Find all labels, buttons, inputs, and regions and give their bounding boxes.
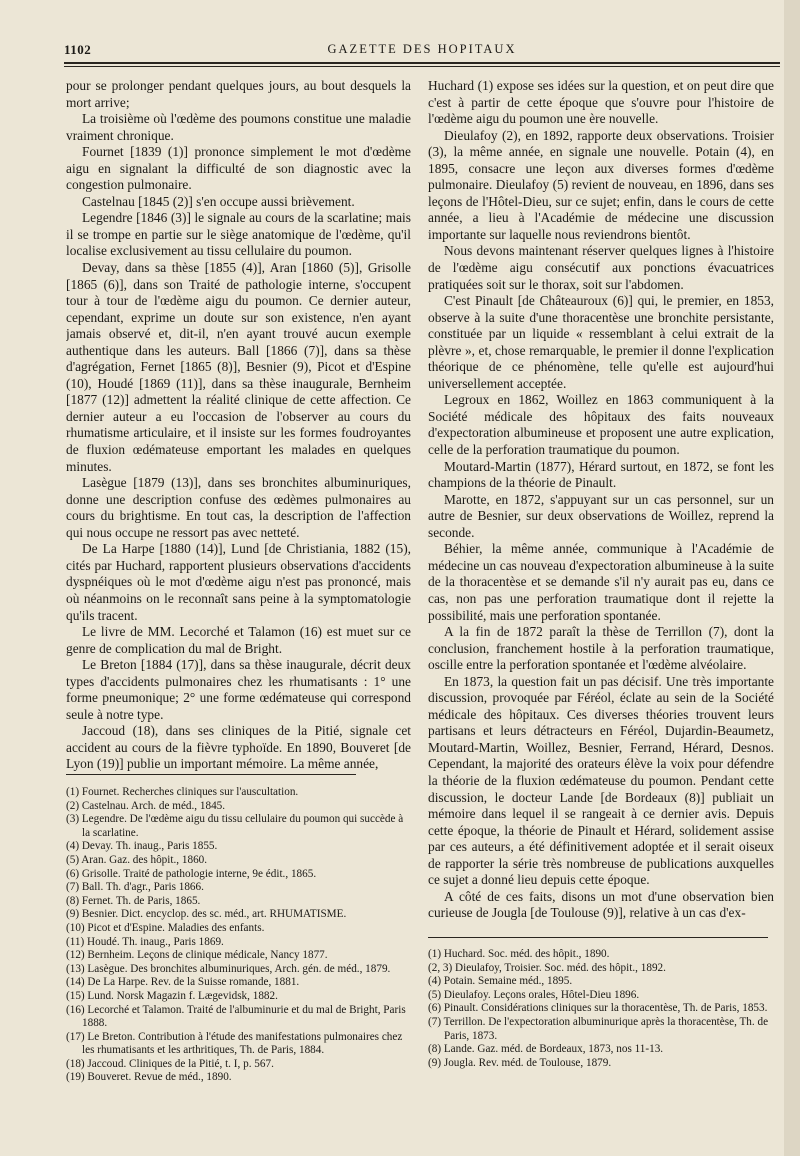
- footnote: (2) Castelnau. Arch. de méd., 1845.: [66, 799, 226, 812]
- paragraph: Devay, dans sa thèse [1855 (4)], Aran [1860 (5)], Grisolle [1865 (6)], dans son Traité de pathologie interne, s'occupent tour à tour de l'œdème aigu du poumon. Ce dernier auteur, cependant, exprime un doute sur son existence, n'en ayant jamais observé et, dit-il, n'en ayant trouvé aucun exemple authentique dans les auteurs. Ball [1866 (7)], dans sa thèse d'agrégation, Fernet [1865 (8)], Besnier (9), Picot et d'Espine (10), Houdé [1869 (11)], dans sa thèse inaugurale, Bernheim [1877 (12)] admettent la réalité clinique de cette affection. Ce dernier auteur a eu l'occasion de l'observer au cours du rhumatisme articulaire, et il insiste sur les formes foudroyantes de fluxion œdémateuse emportant les malades en quelques minutes.: [66, 260, 411, 474]
- footnote: (9) Besnier. Dict. encyclop. des sc. méd., art. RHUMATISME.: [66, 908, 347, 921]
- paragraph: Legendre [1846 (3)] le signale au cours de la scarlatine; mais il se trompe en partie sur le siège anatomique de l'œdème, qu'il localise exclusivement au tissu cellulaire du poumon.: [66, 210, 411, 259]
- footnote: (13) Lasègue. Des bronchites albuminuriques, Arch. gén. de méd., 1879.: [66, 962, 391, 975]
- left-column-body: [66, 78, 411, 786]
- footnote: (17) Le Breton. Contribution à l'étude des manifestations pulmonaires chez les rhumatisants et les arthritiques, Th. de Paris, 1884.: [66, 1030, 403, 1057]
- paragraph: Huchard (1) expose ses idées sur la question, et on peut dire que c'est à partir de cette époque que s'ouvre pour l'histoire de l'œdème aigu du poumon une ère nouvelle.: [428, 78, 774, 127]
- footnote: (8) Lande. Gaz. méd. de Bordeaux, 1873, nos 11-13.: [428, 1043, 664, 1056]
- footnote: (2, 3) Dieulafoy, Troisier. Soc. méd. des hôpit., 1892.: [428, 961, 666, 974]
- footnote: (5) Dieulafoy. Leçons orales, Hôtel-Dieu 1896.: [428, 988, 640, 1001]
- paragraph: C'est Pinault [de Châteauroux (6)] qui, le premier, en 1853, observe à la suite d'une thoracentèse une bronchite persistante, constituée par un liquide « ressemblant à celui extrait de la plèvre », et, chose remarquable, le premier il donne l'explication théorique de ce phénomène, telle qu'elle est aujourd'hui universellement acceptée.: [428, 293, 774, 391]
- left-footnotes: [66, 786, 411, 1146]
- paragraph: Castelnau [1845 (2)] s'en occupe aussi brièvement.: [82, 193, 355, 209]
- paragraph: La troisième où l'œdème des poumons constitue une maladie vraiment chronique.: [66, 111, 411, 143]
- footnote: (10) Picot et d'Espine. Maladies des enfants.: [66, 921, 265, 934]
- paragraph: Dieulafoy (2), en 1892, rapporte deux observations. Troisier (3), la même année, en signale une nouvelle. Potain (4), en 1895, consacre une leçon aux diverses formes d'œdème pulmonaire. Dieulafoy (5) revient de nouveau, en 1896, dans ses leçons de l'Hôtel-Dieu, sur ce sujet; enfin, dans le cours de cette année, a lieu à l'Académie de médecine une discussion importante sur laquelle nous reviendrons bientôt.: [428, 127, 774, 242]
- footnote: (9) Jougla. Rev. méd. de Toulouse, 1879.: [428, 1056, 612, 1069]
- footnote: (1) Huchard. Soc. méd. des hôpit., 1890.: [428, 948, 610, 960]
- footnote: (19) Bouveret. Revue de méd., 1890.: [66, 1071, 232, 1084]
- paragraph: Lasègue [1879 (13)], dans ses bronchites albuminuriques, donne une description confuse des œdèmes pulmonaires au cours du brightisme. En tout cas, la description de l'affection qui nous occupe ne ressort pas avec netteté.: [66, 475, 411, 540]
- footnote-separator-right: [428, 937, 768, 938]
- paragraph: Nous devons maintenant réserver quelques lignes à l'histoire de l'œdème aigu consécutif aux ponctions évacuatrices pratiquées soit sur le thorax, soit sur l'abdomen.: [428, 243, 774, 292]
- page-header: [64, 42, 780, 60]
- header-rule-thin: [64, 66, 780, 67]
- paragraph: A la fin de 1872 paraît la thèse de Terrillon (7), dont la conclusion, franchement hostile à la perforation traumatique, oscille entre la perforation spontanée et l'œdème alvéolaire.: [428, 624, 774, 673]
- paragraph: Jaccoud (18), dans ses cliniques de la Pitié, signale cet accident au cours de la fièvre typhoïde. En 1890, Bouveret [de Lyon (19)] publie un important mémoire. La même année,: [66, 723, 411, 772]
- footnote: (15) Lund. Norsk Magazin f. Lægevidsk, 1882.: [66, 989, 278, 1002]
- footnote: (1) Fournet. Recherches cliniques sur l'auscultation.: [66, 786, 299, 798]
- paragraph: Legroux en 1862, Woillez en 1863 communiquent à la Société médicale des hôpitaux des faits nouveaux d'expectoration albumineuse et proposent une autre explication, celle de la perforation traumatique du poumon.: [428, 392, 774, 458]
- footnote: (7) Ball. Th. d'agr., Paris 1866.: [66, 881, 204, 894]
- paragraph: Béhier, la même année, communique à l'Académie de médecine un cas nouveau d'expectoration albumineuse à la suite de la thoracentèse et se demande s'il n'y aurait pas eu, dans ce cas, non pas une perforation traumatique dont il rejette la possibilité, mais une perforation spontanée.: [428, 541, 774, 623]
- journal-title: GAZETTE DES HOPITAUX: [327, 42, 517, 56]
- paragraph: Le livre de MM. Lecorché et Talamon (16) est muet sur ce genre de complication du mal de Bright.: [66, 624, 411, 656]
- footnote: (5) Aran. Gaz. des hôpit., 1860.: [66, 853, 208, 866]
- footnote: (12) Bernheim. Leçons de clinique médicale, Nancy 1877.: [66, 949, 328, 962]
- header-rule-thick: [64, 62, 780, 64]
- right-footnotes: [428, 948, 774, 1128]
- paragraph: Moutard-Martin (1877), Hérard surtout, en 1872, se font les champions de la théorie de Pinault.: [428, 458, 774, 491]
- paragraph: pour se prolonger pendant quelques jours, au bout desquels la mort arrive;: [66, 78, 411, 110]
- footnote-separator-left: [66, 774, 356, 775]
- footnote: (4) Devay. Th. inaug., Paris 1855.: [66, 840, 218, 853]
- page-number: 1102: [64, 42, 92, 57]
- footnote: (14) De La Harpe. Rev. de la Suisse romande, 1881.: [66, 976, 300, 989]
- footnote: (4) Potain. Semaine méd., 1895.: [428, 975, 573, 988]
- footnote: (6) Grisolle. Traité de pathologie interne, 9e édit., 1865.: [66, 867, 317, 880]
- paragraph: De La Harpe [1880 (14)], Lund [de Christiania, 1882 (15), cités par Huchard, rapportent plusieurs observations d'accidents dyspnéiques où le mot d'œdème aigu n'est pas prononcé, mais où néanmoins on le reconnaît sans peine à la symptomatologie qu'ils tracent.: [66, 541, 411, 623]
- footnote: (7) Terrillon. De l'expectoration albuminurique après la thoracentèse, Th. de Paris, 1873.: [428, 1015, 769, 1042]
- footnote: (16) Lecorché et Talamon. Traité de l'albuminurie et du mal de Bright, Paris 1888.: [66, 1003, 406, 1030]
- footnote: (3) Legendre. De l'œdème aigu du tissu cellulaire du poumon qui succède à la scarlatine.: [66, 813, 404, 839]
- right-column-body: [428, 78, 774, 944]
- paragraph: Fournet [1839 (1)] prononce simplement le mot d'œdème aigu en signalant la difficulté de son diagnostic avec la congestion pulmonaire.: [66, 144, 411, 193]
- paragraph: En 1873, la question fait un pas décisif. Une très importante discussion, provoquée par Féréol, éclate au sein de la Société médicale des hôpitaux. Ces diverses théories trouvent leurs partisans et leurs détracteurs en Féréol, Dujardin-Beaumetz, Moutard-Martin, Woillez, Besnier, Ferrand, Hérard, Desnos. Cependant, la majorité des orateurs élève la voix pour défendre la théorie de la fluxion œdémateuse du poumon. Pendant cette discussion, le docteur Lande [de Bordeaux (8)] publiait un mémoire dans lequel il se rangeait à ce dernier avis. Depuis cette époque, la théorie de Pinault et Hérard, solidement assise par ces auteurs, a été définitivement adoptée et il serait oiseux de rapporter la série très nombreuse de publications auxquelles ce sujet a donné lieu depuis cette époque.: [428, 673, 774, 888]
- footnote: (6) Pinault. Considérations cliniques sur la thoracentèse, Th. de Paris, 1853.: [428, 1002, 768, 1015]
- footnote: (11) Houdé. Th. inaug., Paris 1869.: [66, 935, 224, 948]
- page-edge-shadow: [784, 0, 800, 1156]
- footnote: (18) Jaccoud. Cliniques de la Pitié, t. I, p. 567.: [66, 1057, 274, 1070]
- footnote: (8) Fernet. Th. de Paris, 1865.: [66, 894, 201, 907]
- paragraph: A côté de ces faits, disons un mot d'une observation bien curieuse de Jougla [de Toulouse (9)], relative à un cas d'ex-: [428, 888, 774, 921]
- paragraph: Marotte, en 1872, s'appuyant sur un cas personnel, sur un autre de Besnier, sur deux observations de Woillez, reprend la seconde.: [428, 491, 774, 540]
- paragraph: Le Breton [1884 (17)], dans sa thèse inaugurale, décrit deux types d'accidents pulmonaires chez les rhumatisants : 1° une forme pneumonique; 2° une forme œdémateuse qui correspond seule à notre type.: [66, 657, 411, 722]
